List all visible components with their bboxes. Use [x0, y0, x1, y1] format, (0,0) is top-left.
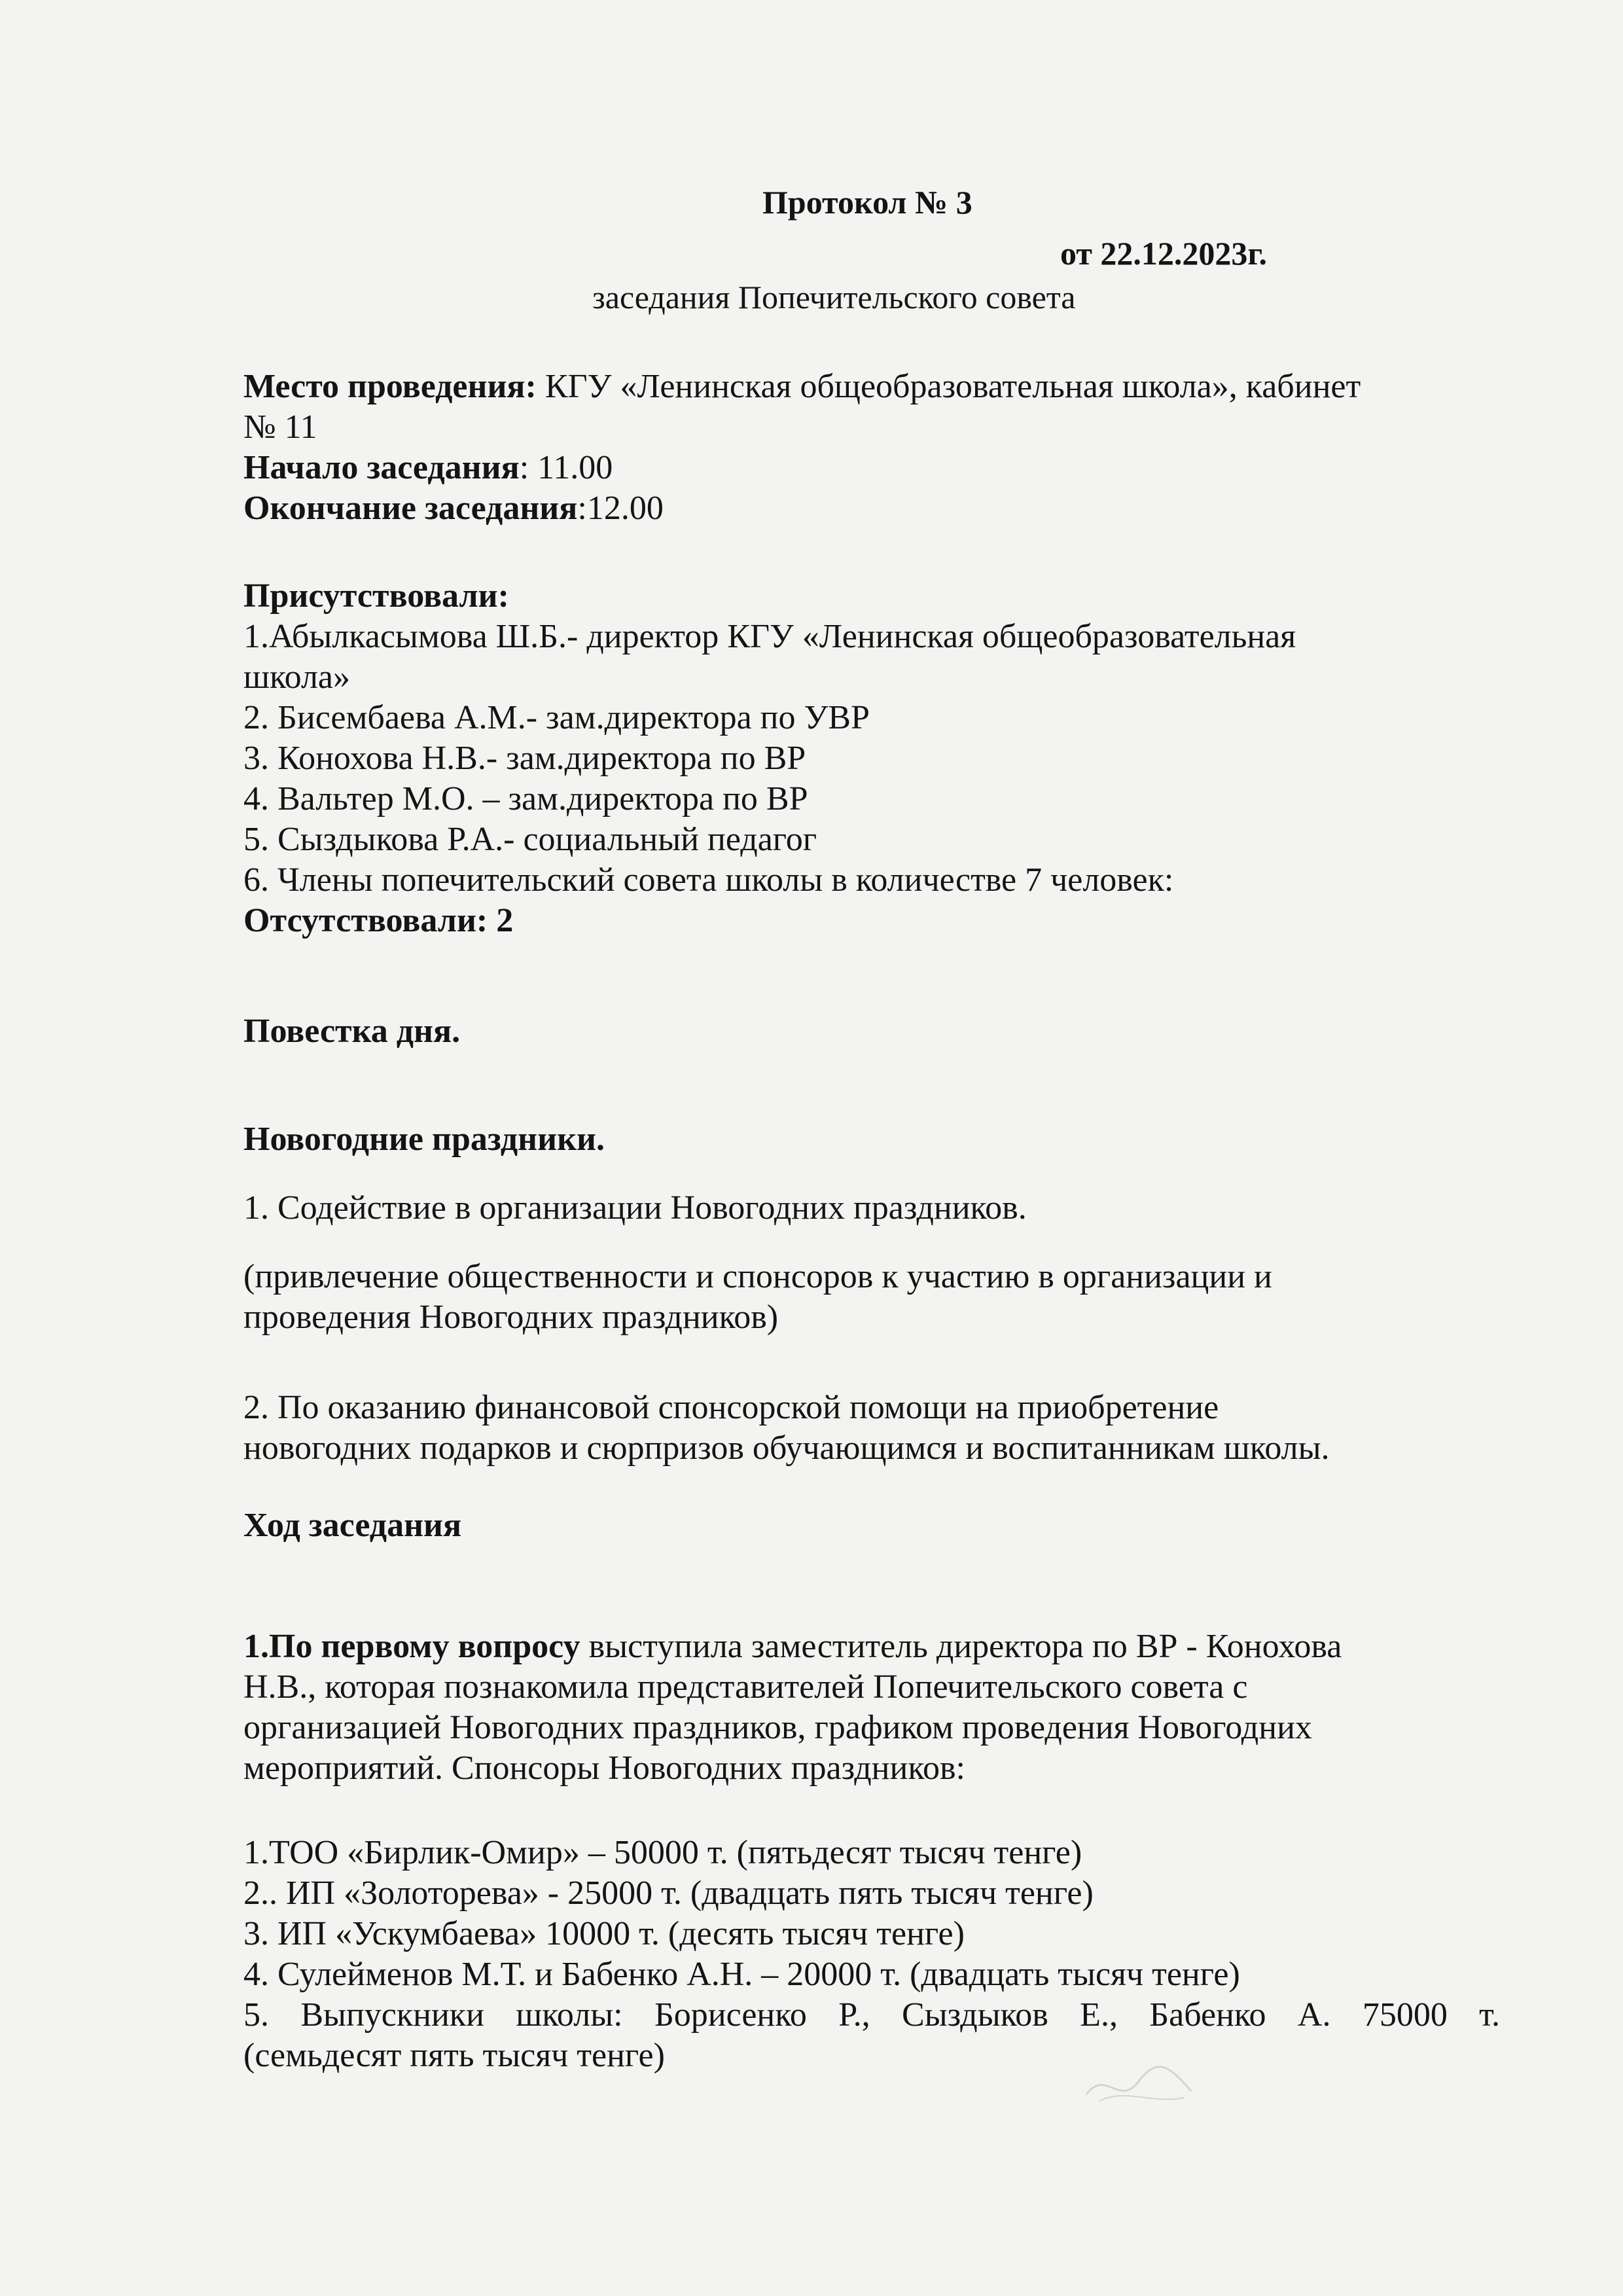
agenda-heading: [243, 1011, 1500, 1052]
place-line: [243, 367, 1500, 407]
sponsor-item: 4. Сулейменов М.Т. и Бабенко А.Н. – 20000 т. (двадцать тысяч тенге): [243, 1956, 1240, 1993]
member-line: 1.Абылкасымова Ш.Б.- директор КГУ «Ленинская общеобразовательная: [243, 618, 1296, 655]
first-question-line: Н.В., которая познакомила представителей Попечительского совета с: [243, 1668, 1248, 1706]
start-line: [243, 448, 1500, 488]
agenda-label: Повестка дня.: [243, 1013, 461, 1050]
member-line: 4. Вальтер М.О. – зам.директора по ВР: [243, 780, 808, 817]
member-line: 5. Сыздыкова Р.А.- социальный педагог: [243, 821, 817, 858]
start-label: Начало заседания: [243, 449, 520, 486]
end-label: Окончание заседания: [243, 490, 578, 527]
agenda-item-1-note-line: проведения Новогодних праздников): [243, 1299, 779, 1336]
sponsor-item: 1.ТОО «Бирлик-Омир» – 50000 т. (пятьдесят тысяч тенге): [243, 1834, 1082, 1871]
place-value: КГУ «Ленинская общеобразовательная школа», кабинет: [536, 368, 1361, 405]
agenda-item-1: [243, 1188, 1500, 1229]
place-label: Место проведения:: [243, 368, 537, 405]
sponsor-item: 5. Выпускники школы: Борисенко Р., Сыздыков Е., Бабенко А. 75000 т.: [243, 1996, 1500, 2034]
sponsor-item: 3. ИП «Ускумбаева» 10000 т. (десять тысяч тенге): [243, 1915, 965, 1952]
document-title: Протокол № 3: [762, 184, 972, 221]
sponsor-item: 2.. ИП «Золоторева» - 25000 т. (двадцать пять тысяч тенге): [243, 1874, 1094, 1912]
present-label: Присутствовали:: [243, 577, 509, 615]
proceedings-label: Ход заседания: [243, 1507, 462, 1544]
start-value: : 11.00: [519, 449, 613, 486]
member-line: 6. Члены попечительский совета школы в количестве 7 человек:: [243, 861, 1174, 899]
first-question-label: 1.По первому вопросу: [243, 1628, 580, 1665]
document-subtitle: заседания Попечительского совета: [592, 279, 1076, 315]
agenda-item-2-line: новогодних подарков и сюрпризов обучающимся и воспитанникам школы.: [243, 1429, 1330, 1467]
meeting-info: [243, 367, 1500, 529]
bleed-through-signature-mark: [1080, 2055, 1198, 2114]
member-line: 3. Конохова Н.В.- зам.директора по ВР: [243, 740, 806, 777]
first-question-line: организацией Новогодних праздников, графиком проведения Новогодних: [243, 1709, 1312, 1746]
document-date: от 22.12.2023г.: [1060, 235, 1267, 272]
absent-label: Отсутствовали: 2: [243, 902, 514, 939]
agenda-item-1-note: [243, 1257, 1500, 1338]
first-question-paragraph: [243, 1626, 1500, 1789]
agenda-item-2-line: 2. По оказанию финансовой спонсорской помощи на приобретение: [243, 1389, 1219, 1426]
agenda-item-1-title: 1. Содействие в организации Новогодних праздников.: [243, 1189, 1027, 1227]
member-line: 2. Бисембаева А.М.- зам.директора по УВР: [243, 699, 870, 736]
proceedings-heading: [243, 1505, 1500, 1546]
sponsor-item: (семьдесят пять тысяч тенге): [243, 2037, 665, 2074]
member-line: школа»: [243, 658, 351, 696]
agenda-item-1-note-line: (привлечение общественности и спонсоров к участию в организации и: [243, 1258, 1272, 1295]
attendance-section: [243, 576, 1500, 941]
end-line: [243, 488, 1500, 529]
agenda-topic: Новогодние праздники.: [243, 1121, 605, 1158]
agenda-item-2: [243, 1388, 1500, 1469]
end-value: :12.00: [577, 490, 664, 527]
sponsor-list: [243, 1833, 1500, 2076]
first-question-line: мероприятий. Спонсоры Новогодних праздников:: [243, 1749, 965, 1787]
agenda-topic-block: [243, 1119, 1500, 1160]
first-question-text: выступила заместитель директора по ВР - Конохова: [580, 1628, 1342, 1665]
first-question-line: [243, 1626, 1500, 1667]
place-line-cont: № 11: [243, 408, 317, 446]
